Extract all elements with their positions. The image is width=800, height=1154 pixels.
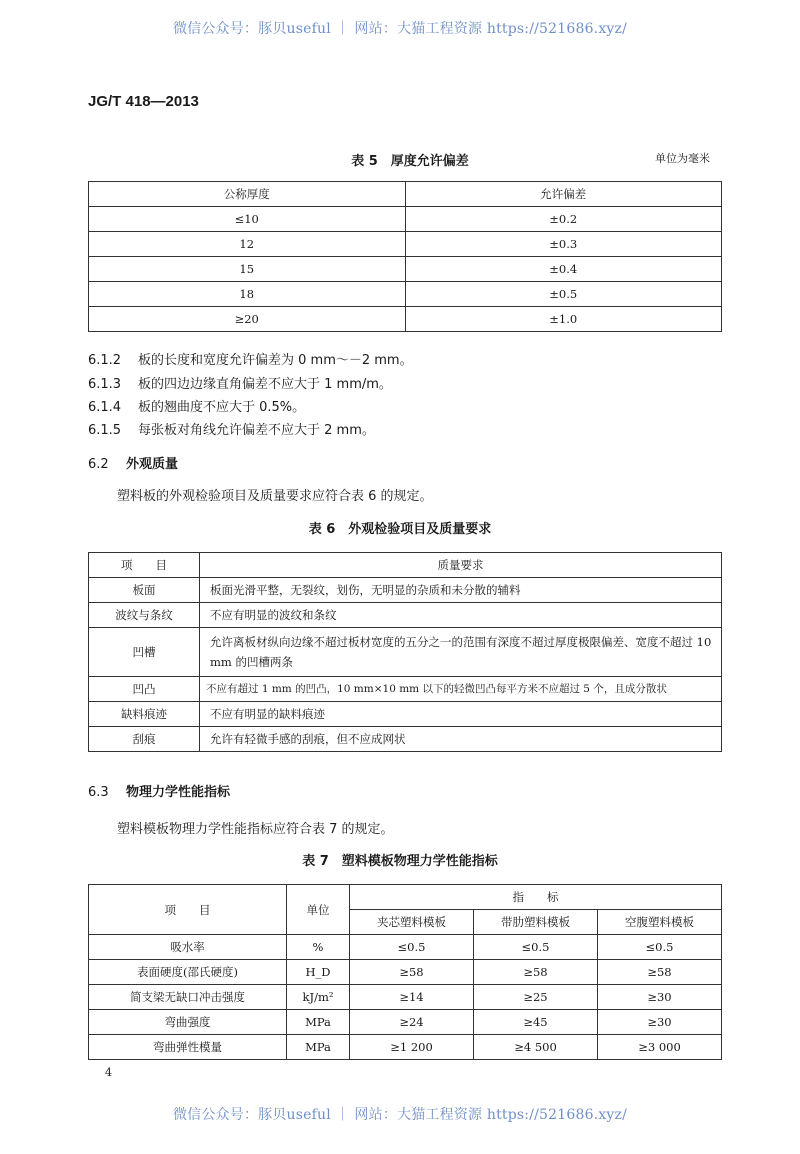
clause-6-1-2 [88, 349, 413, 368]
table-cell: H_D [287, 960, 350, 985]
table-cell: ≤10 [89, 207, 406, 232]
column-header: 质量要求 [200, 553, 722, 578]
table-row [89, 282, 722, 307]
table-cell: ≤0.5 [350, 935, 474, 960]
table-row [89, 985, 722, 1010]
table5-thickness-tolerance [88, 181, 722, 332]
table-header-row [89, 182, 722, 207]
table-header-row [89, 885, 722, 910]
table-cell: ≥25 [474, 985, 598, 1010]
table-cell: 15 [89, 257, 406, 282]
clause-6-1-4 [88, 396, 305, 415]
table5-unit-note: 单位为毫米 [655, 152, 710, 165]
table-row [89, 628, 722, 677]
table-row [89, 232, 722, 257]
table-row [89, 1010, 722, 1035]
table6-caption: 表 6 外观检验项目及质量要求 [308, 522, 492, 537]
table-row [89, 960, 722, 985]
section-number: 6.3 [88, 785, 109, 800]
column-header: 夹芯塑料模板 [350, 910, 474, 935]
table-cell: 不应有超过 1 mm 的凹凸，10 mm×10 mm 以下的轻微凹凸每平方米不应超过 5 个，且成分散状 [200, 677, 722, 702]
table-cell: 缺料痕迹 [89, 702, 200, 727]
column-header: 允许偏差 [405, 182, 722, 207]
table-row [89, 702, 722, 727]
table-cell: 吸水率 [89, 935, 287, 960]
column-header-unit: 单位 [287, 885, 350, 935]
table-cell: 允许离板材纵向边缘不超过板材宽度的五分之一的范围有深度不超过厚度极限偏差、宽度不超过 10 mm 的凹槽两条 [200, 628, 722, 677]
clause-text: 板的翘曲度不应大于 0.5%。 [138, 400, 306, 415]
table-cell: ±0.2 [405, 207, 722, 232]
table-row [89, 307, 722, 332]
column-header: 项 目 [89, 553, 200, 578]
table-cell: 12 [89, 232, 406, 257]
clause-number: 6.1.3 [88, 377, 122, 392]
table-cell: 波纹与条纹 [89, 603, 200, 628]
clause-number: 6.1.2 [88, 353, 122, 368]
column-header: 空腹塑料模板 [598, 910, 722, 935]
table-cell: ≥24 [350, 1010, 474, 1035]
table-cell: 简支梁无缺口冲击强度 [89, 985, 287, 1010]
table-cell: ≥58 [350, 960, 474, 985]
table-row [89, 727, 722, 752]
watermark-top: 微信公众号：豚贝useful ｜ 网站：大猫工程资源 https://521686.xyz/ [172, 21, 628, 37]
clause-6-1-3 [88, 373, 392, 392]
table-cell: ≥20 [89, 307, 406, 332]
table-cell: 不应有明显的波纹和条纹 [200, 603, 722, 628]
clause-number: 6.1.5 [88, 423, 122, 438]
table7-caption: 表 7 塑料模板物理力学性能指标 [302, 854, 498, 869]
table-row [89, 578, 722, 603]
watermark-bottom: 微信公众号：豚贝useful ｜ 网站：大猫工程资源 https://521686.xyz/ [172, 1107, 628, 1123]
table-cell: 板面光滑平整，无裂纹，划伤，无明显的杂质和未分散的辅料 [200, 578, 722, 603]
table-cell: 弯曲强度 [89, 1010, 287, 1035]
table-cell: 弯曲弹性模量 [89, 1035, 287, 1060]
section-heading-6-3 [88, 781, 230, 800]
section-6-2-paragraph: 塑料板的外观检验项目及质量要求应符合表 6 的规定。 [117, 489, 433, 504]
table6-appearance-requirements [88, 552, 722, 752]
column-header-group: 指 标 [350, 885, 722, 910]
table-row [89, 1035, 722, 1060]
table-cell: ≤0.5 [474, 935, 598, 960]
table-cell: ≤0.5 [598, 935, 722, 960]
table-cell: 凹凸 [89, 677, 200, 702]
table-cell: ±1.0 [405, 307, 722, 332]
clause-number: 6.1.4 [88, 400, 122, 415]
table-row [89, 677, 722, 702]
table-cell: ≥30 [598, 1010, 722, 1035]
table-row [89, 207, 722, 232]
table-header-row [89, 553, 722, 578]
table-cell: 凹槽 [89, 628, 200, 677]
table-cell: 允许有轻微手感的刮痕，但不应成网状 [200, 727, 722, 752]
table-cell: ±0.4 [405, 257, 722, 282]
section-number: 6.2 [88, 457, 109, 472]
table-cell: 18 [89, 282, 406, 307]
table5-caption: 表 5 厚度允许偏差 [351, 154, 469, 169]
clause-text: 每张板对角线允许偏差不应大于 2 mm。 [138, 423, 375, 438]
clause-text: 板的四边边缘直角偏差不应大于 1 mm/m。 [138, 377, 392, 392]
table-cell: ±0.3 [405, 232, 722, 257]
table-cell: 板面 [89, 578, 200, 603]
table-cell: MPa [287, 1010, 350, 1035]
column-header-item: 项 目 [89, 885, 287, 935]
table-cell: ≥4 500 [474, 1035, 598, 1060]
table-cell: ≥3 000 [598, 1035, 722, 1060]
page-number: 4 [105, 1066, 112, 1079]
column-header: 公称厚度 [89, 182, 406, 207]
table-cell: MPa [287, 1035, 350, 1060]
table-cell: kJ/m² [287, 985, 350, 1010]
document-code: JG/T 418—2013 [88, 93, 199, 110]
table-row [89, 257, 722, 282]
table-cell: % [287, 935, 350, 960]
table-cell: 刮痕 [89, 727, 200, 752]
table-cell: ±0.5 [405, 282, 722, 307]
table7-physical-mechanical-properties [88, 884, 722, 1060]
table-cell: ≥58 [474, 960, 598, 985]
clause-text: 板的长度和宽度允许偏差为 0 mm～－2 mm。 [138, 353, 413, 368]
column-header: 带肋塑料模板 [474, 910, 598, 935]
table-cell: 不应有明显的缺料痕迹 [200, 702, 722, 727]
table-cell: ≥30 [598, 985, 722, 1010]
clause-6-1-5 [88, 419, 375, 438]
table-cell: ≥1 200 [350, 1035, 474, 1060]
section-heading-6-2 [88, 453, 178, 472]
section-title: 外观质量 [126, 457, 179, 472]
table-cell: 表面硬度(邵氏硬度) [89, 960, 287, 985]
section-title: 物理力学性能指标 [126, 785, 231, 800]
table-cell: ≥14 [350, 985, 474, 1010]
table-cell: ≥45 [474, 1010, 598, 1035]
table-row [89, 935, 722, 960]
section-6-3-paragraph: 塑料模板物理力学性能指标应符合表 7 的规定。 [117, 822, 394, 837]
table-row [89, 603, 722, 628]
table-cell: ≥58 [598, 960, 722, 985]
